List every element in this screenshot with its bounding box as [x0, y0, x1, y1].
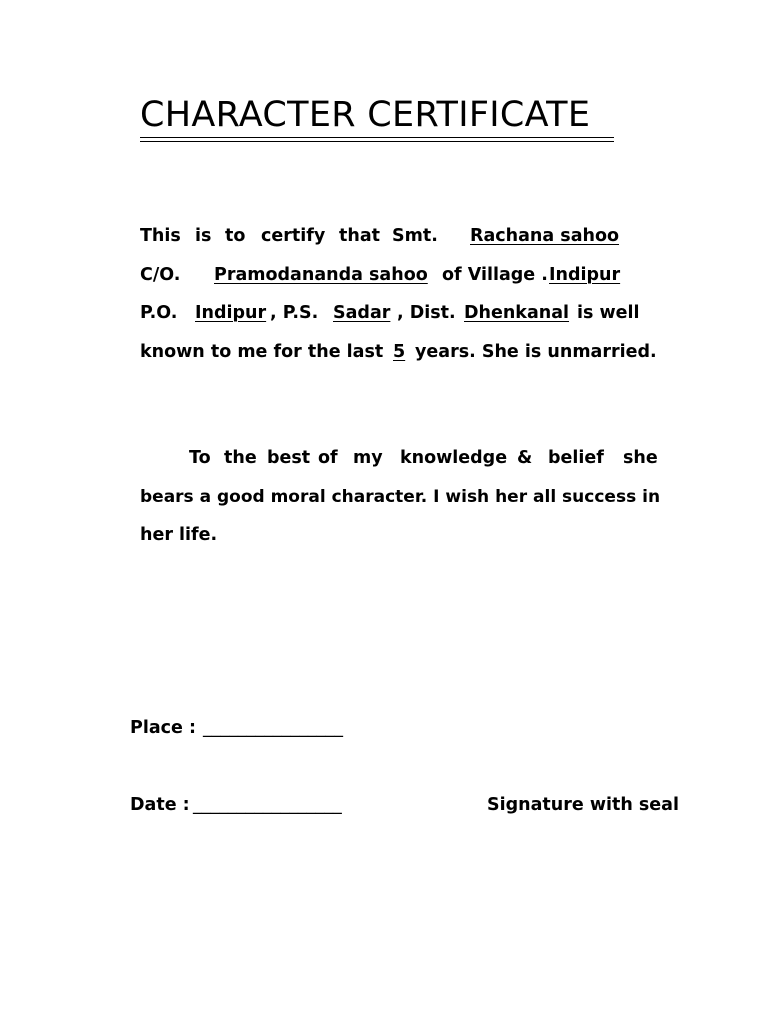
place-label: Place :	[130, 718, 196, 738]
date-label: Date :	[130, 795, 190, 815]
certificate-title: CHARACTER CERTIFICATE	[140, 95, 591, 135]
label-of-village: of Village .	[442, 265, 548, 285]
word-that: that	[339, 226, 380, 246]
date-blank-line: _________________	[193, 795, 342, 815]
police-station-value: Sadar	[333, 303, 391, 323]
word-this: This	[140, 226, 181, 246]
title-underline-second	[140, 141, 614, 142]
text-her-life: her life.	[140, 525, 218, 545]
text-years-unmarried: years. She is unmarried.	[415, 342, 657, 362]
guardian-name: Pramodananda sahoo	[214, 265, 428, 285]
word-she: she	[623, 448, 658, 468]
village-name: Indipur	[549, 265, 621, 285]
district-value: Dhenkanal	[464, 303, 570, 323]
text-is-well: is well	[577, 303, 640, 323]
label-district: , Dist.	[397, 303, 456, 323]
word-to-2: To	[189, 448, 211, 468]
label-care-of: C/O.	[140, 265, 181, 285]
word-to: to	[225, 226, 246, 246]
word-is: is	[195, 226, 212, 246]
word-of: of	[318, 448, 338, 468]
word-knowledge: knowledge	[400, 448, 508, 468]
word-best: best	[267, 448, 311, 468]
word-my: my	[353, 448, 383, 468]
word-ampersand: &	[517, 448, 533, 468]
title-underline	[140, 137, 614, 138]
word-the: the	[224, 448, 257, 468]
word-certify: certify	[261, 226, 326, 246]
post-office-value: Indipur	[195, 303, 267, 323]
text-known-to-me: known to me for the last	[140, 342, 384, 362]
place-blank-line: ________________	[203, 718, 343, 738]
label-police-station: , P.S.	[270, 303, 319, 323]
word-belief: belief	[548, 448, 604, 468]
signature-with-seal: Signature with seal	[487, 795, 679, 815]
label-post-office: P.O.	[140, 303, 178, 323]
text-moral-character: bears a good moral character. I wish her all success in	[140, 487, 661, 507]
candidate-name: Rachana sahoo	[470, 226, 620, 246]
years-known-value: 5	[393, 342, 406, 362]
word-smt: Smt.	[392, 226, 438, 246]
